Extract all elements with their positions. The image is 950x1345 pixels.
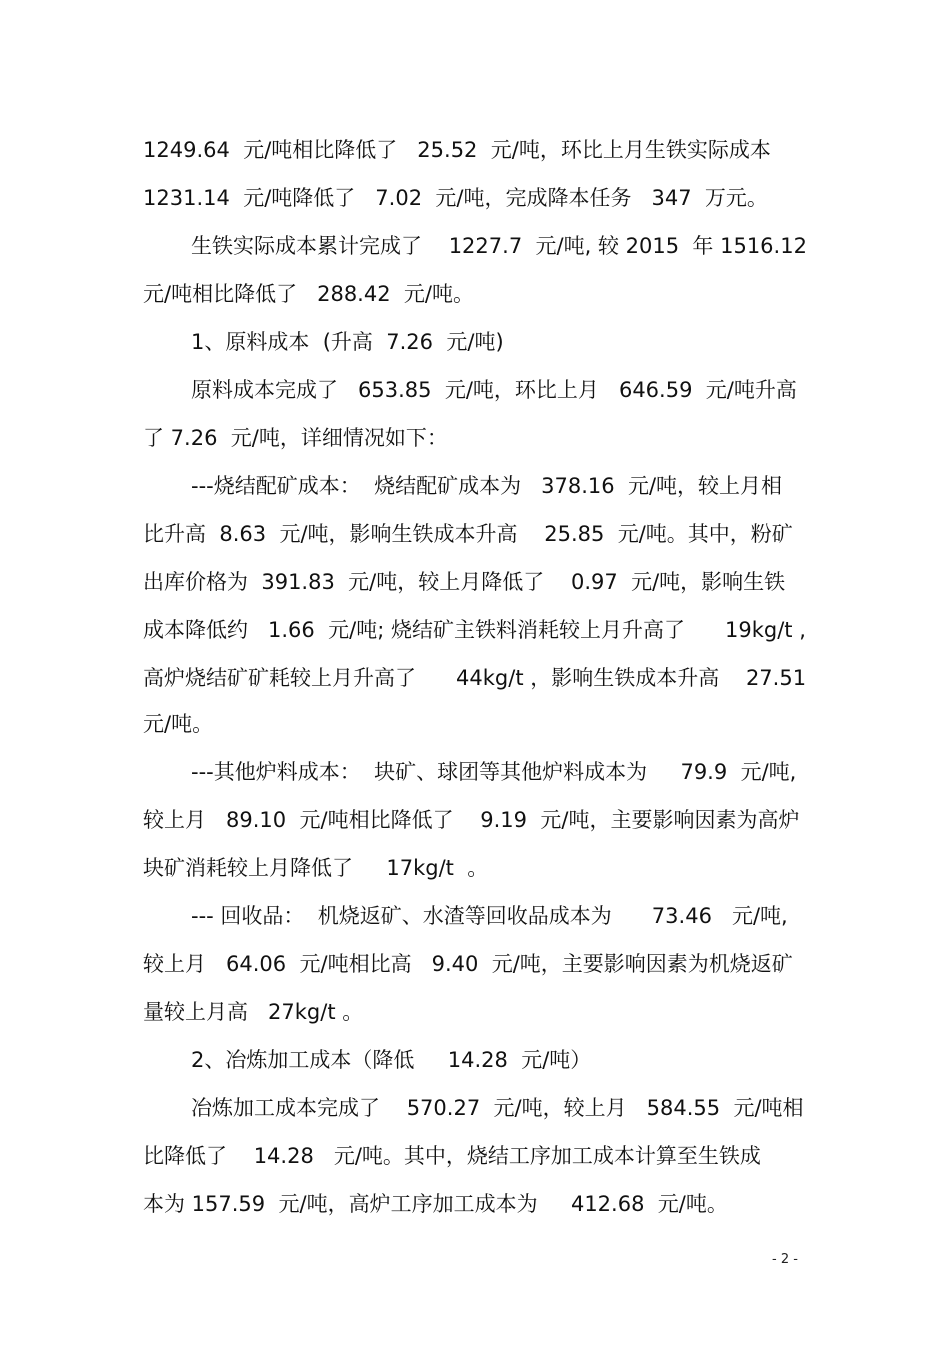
text-line-19: 量较上月高 27kg/t 。: [143, 1000, 364, 1024]
section-heading-smelting-cost: 2、冶炼加工成本（降低 14.28 元/吨）: [191, 1048, 592, 1072]
text-line-17: --- 回收品： 机烧返矿、水渣等回收品成本为 73.46 元/吨,: [191, 904, 788, 928]
text-line-18: 较上月 64.06 元/吨相比高 9.40 元/吨，主要影响因素为机烧返矿: [143, 952, 793, 976]
text-line-21: 冶炼加工成本完成了 570.27 元/吨，较上月 584.55 元/吨相: [191, 1096, 804, 1120]
text-line-6: 原料成本完成了 653.85 元/吨，环比上月 646.59 元/吨升高: [191, 378, 797, 402]
text-line-2: 1231.14 元/吨降低了 7.02 元/吨，完成降本任务 347 万元。: [143, 186, 768, 210]
page-number: - 2 -: [772, 1252, 798, 1267]
text-line-3: 生铁实际成本累计完成了 1227.7 元/吨, 较 2015 年 1516.12: [191, 234, 807, 258]
text-line-8: ---烧结配矿成本： 烧结配矿成本为 378.16 元/吨，较上月相: [191, 474, 783, 498]
text-line-16: 块矿消耗较上月降低了 17kg/t 。: [143, 856, 489, 880]
text-line-22: 比降低了 14.28 元/吨。其中，烧结工序加工成本计算至生铁成: [143, 1144, 761, 1168]
text-line-11: 成本降低约 1.66 元/吨; 烧结矿主铁料消耗较上月升高了 19kg/t ,: [143, 618, 806, 642]
text-line-13: 元/吨。: [143, 712, 214, 736]
text-line-12: 高炉烧结矿矿耗较上月升高了 44kg/t ，影响生铁成本升高 27.51: [143, 666, 807, 690]
text-line-10: 出库价格为 391.83 元/吨，较上月降低了 0.97 元/吨，影响生铁: [143, 570, 786, 594]
text-line-23: 本为 157.59 元/吨，高炉工序加工成本为 412.68 元/吨。: [143, 1192, 728, 1216]
text-line-1: 1249.64 元/吨相比降低了 25.52 元/吨，环比上月生铁实际成本: [143, 138, 771, 162]
text-line-14: ---其他炉料成本： 块矿、球团等其他炉料成本为 79.9 元/吨,: [191, 760, 797, 784]
text-line-15: 较上月 89.10 元/吨相比降低了 9.19 元/吨，主要影响因素为高炉: [143, 808, 800, 832]
text-line-9: 比升高 8.63 元/吨，影响生铁成本升高 25.85 元/吨。其中，粉矿: [143, 522, 793, 546]
text-line-4: 元/吨相比降低了 288.42 元/吨。: [143, 282, 475, 306]
section-heading-raw-material-cost: 1、原料成本 (升高 7.26 元/吨): [191, 330, 504, 354]
text-line-7: 了 7.26 元/吨，详细情况如下：: [143, 426, 448, 450]
